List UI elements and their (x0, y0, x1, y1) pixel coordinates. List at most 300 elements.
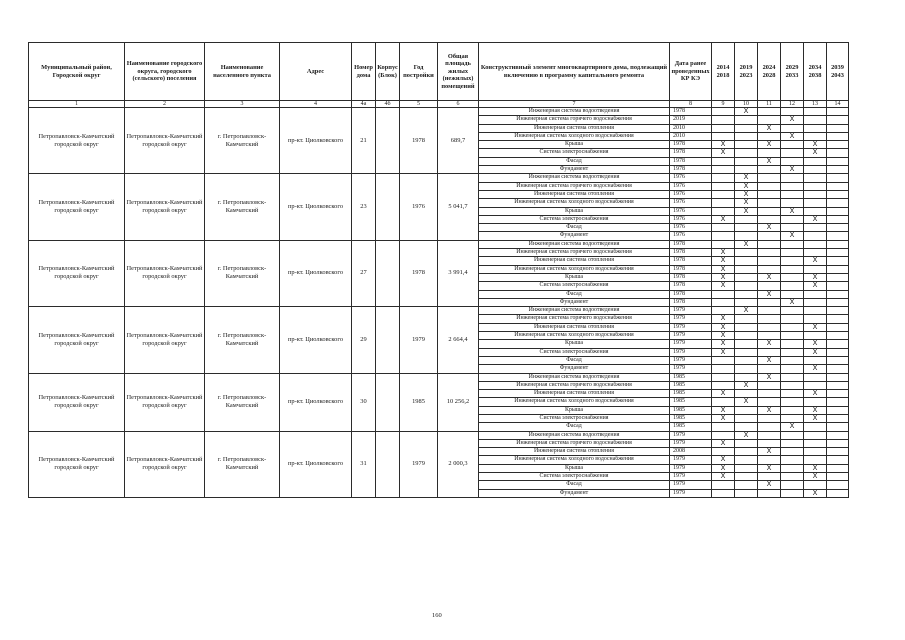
capital-repair-table (28, 42, 849, 498)
period-mark-cell (735, 132, 758, 140)
period-mark-cell: X (712, 439, 735, 447)
col-number: 7 (479, 101, 670, 108)
district-cell: Петропавловск-Камчатский городской округ (29, 240, 125, 306)
period-mark-cell (827, 166, 849, 174)
period-mark-cell (735, 141, 758, 149)
prev-repair-date-cell: 1979 (670, 431, 712, 439)
header-year: Год постройки (400, 43, 438, 101)
period-mark-cell (758, 265, 781, 273)
period-mark-cell (804, 124, 827, 132)
period-mark-cell (712, 124, 735, 132)
period-mark-cell (827, 257, 849, 265)
prev-repair-date-cell: 1978 (670, 257, 712, 265)
table-row (29, 240, 849, 248)
period-mark-cell (758, 390, 781, 398)
period-mark-cell (827, 108, 849, 116)
area-cell: 689,7 (438, 108, 479, 174)
district-cell: Петропавловск-Камчатский городской округ (29, 373, 125, 431)
period-mark-cell (758, 439, 781, 447)
period-mark-cell (758, 190, 781, 198)
period-mark-cell (804, 116, 827, 124)
col-number: 8 (670, 101, 712, 108)
period-mark-cell (827, 116, 849, 124)
period-mark-cell: X (804, 340, 827, 348)
prev-repair-date-cell: 1985 (670, 406, 712, 414)
period-mark-cell (758, 116, 781, 124)
period-mark-cell: X (712, 273, 735, 281)
year-cell: 1979 (400, 307, 438, 373)
period-mark-cell (781, 265, 804, 273)
period-mark-cell (804, 174, 827, 182)
block-cell (376, 174, 400, 240)
period-mark-cell (735, 365, 758, 373)
period-mark-cell: X (735, 398, 758, 406)
prev-repair-date-cell: 1979 (670, 464, 712, 472)
period-mark-cell (712, 207, 735, 215)
period-mark-cell (735, 232, 758, 240)
period-mark-cell (827, 232, 849, 240)
period-mark-cell: X (804, 464, 827, 472)
period-mark-cell (827, 489, 849, 497)
period-mark-cell (735, 356, 758, 364)
col-number: 10 (735, 101, 758, 108)
period-mark-cell (712, 398, 735, 406)
period-mark-cell: X (712, 332, 735, 340)
prev-repair-date-cell: 1978 (670, 290, 712, 298)
period-mark-cell (781, 332, 804, 340)
period-mark-cell (804, 157, 827, 165)
prev-repair-date-cell: 1976 (670, 215, 712, 223)
period-mark-cell (827, 356, 849, 364)
prev-repair-date-cell: 1979 (670, 481, 712, 489)
period-mark-cell (804, 431, 827, 439)
period-mark-cell (781, 124, 804, 132)
period-mark-cell (781, 365, 804, 373)
period-mark-cell (781, 149, 804, 157)
table-row (29, 431, 849, 439)
period-mark-cell (781, 249, 804, 257)
period-mark-cell (735, 481, 758, 489)
locality-cell: г. Петропавловск-Камчатский (205, 373, 280, 431)
period-mark-cell: X (712, 249, 735, 257)
prev-repair-date-cell: 2010 (670, 132, 712, 140)
period-mark-cell (804, 381, 827, 389)
col-number: 4 (280, 101, 352, 108)
page-number: 160 (432, 612, 442, 619)
period-mark-cell (735, 439, 758, 447)
prev-repair-date-cell: 1976 (670, 190, 712, 198)
prev-repair-date-cell: 1985 (670, 381, 712, 389)
period-mark-cell (758, 215, 781, 223)
col-number: 5 (400, 101, 438, 108)
element-name-cell: Фасад (479, 157, 670, 165)
col-number: 12 (781, 101, 804, 108)
period-mark-cell: X (712, 406, 735, 414)
col-number: 11 (758, 101, 781, 108)
period-mark-cell: X (758, 157, 781, 165)
period-mark-cell (827, 390, 849, 398)
period-mark-cell (781, 199, 804, 207)
element-name-cell: Крыша (479, 273, 670, 281)
period-mark-cell (781, 390, 804, 398)
element-name-cell: Система электроснабжения (479, 473, 670, 481)
settlement-cell: Петропавловск-Камчатский городской округ (125, 373, 205, 431)
table-body (29, 108, 849, 498)
prev-repair-date-cell: 1979 (670, 356, 712, 364)
period-mark-cell (827, 431, 849, 439)
prev-repair-date-cell: 1978 (670, 108, 712, 116)
period-mark-cell: X (712, 141, 735, 149)
period-mark-cell (758, 249, 781, 257)
period-mark-cell: X (712, 282, 735, 290)
element-name-cell: Фундамент (479, 298, 670, 306)
col-number: 4а (352, 101, 376, 108)
prev-repair-date-cell: 1979 (670, 323, 712, 331)
period-mark-cell (827, 439, 849, 447)
element-name-cell: Инженерная система водоотведения (479, 307, 670, 315)
address-cell: пр-кт. Циолковского (280, 174, 352, 240)
element-name-cell: Фундамент (479, 232, 670, 240)
period-mark-cell: X (804, 473, 827, 481)
period-mark-cell: X (735, 307, 758, 315)
period-mark-cell (781, 307, 804, 315)
element-name-cell: Фасад (479, 481, 670, 489)
period-mark-cell: X (712, 414, 735, 422)
period-mark-cell: X (804, 348, 827, 356)
period-mark-cell (827, 199, 849, 207)
locality-cell: г. Петропавловск-Камчатский (205, 431, 280, 497)
period-mark-cell (758, 108, 781, 116)
period-mark-cell: X (758, 124, 781, 132)
period-mark-cell: X (758, 273, 781, 281)
prev-repair-date-cell: 1978 (670, 240, 712, 248)
period-mark-cell (781, 257, 804, 265)
period-mark-cell: X (758, 464, 781, 472)
period-mark-cell (781, 273, 804, 281)
element-name-cell: Крыша (479, 406, 670, 414)
period-mark-cell (781, 464, 804, 472)
period-mark-cell (712, 174, 735, 182)
period-mark-cell (735, 116, 758, 124)
period-mark-cell (712, 423, 735, 431)
period-mark-cell (781, 406, 804, 414)
period-mark-cell: X (781, 166, 804, 174)
period-mark-cell (712, 132, 735, 140)
period-mark-cell (735, 249, 758, 257)
period-mark-cell (827, 273, 849, 281)
col-number: 4б (376, 101, 400, 108)
period-mark-cell: X (804, 390, 827, 398)
period-mark-cell (804, 190, 827, 198)
period-mark-cell (735, 273, 758, 281)
prev-repair-date-cell: 1978 (670, 149, 712, 157)
period-mark-cell: X (781, 423, 804, 431)
period-mark-cell (735, 390, 758, 398)
period-mark-cell (804, 356, 827, 364)
element-name-cell: Инженерная система холодного водоснабжения (479, 199, 670, 207)
block-cell (376, 307, 400, 373)
col-number: 6 (438, 101, 479, 108)
element-name-cell: Фундамент (479, 365, 670, 373)
period-mark-cell (712, 116, 735, 124)
element-name-cell: Фасад (479, 356, 670, 364)
col-number: 9 (712, 101, 735, 108)
period-mark-cell (827, 473, 849, 481)
period-mark-cell: X (735, 199, 758, 207)
period-mark-cell: X (712, 464, 735, 472)
period-mark-cell (712, 381, 735, 389)
period-mark-cell (827, 323, 849, 331)
element-name-cell: Крыша (479, 141, 670, 149)
element-name-cell: Инженерная система отопления (479, 190, 670, 198)
period-mark-cell (827, 174, 849, 182)
period-mark-cell (827, 307, 849, 315)
period-mark-cell (712, 356, 735, 364)
period-mark-cell (781, 215, 804, 223)
period-mark-cell: X (712, 315, 735, 323)
period-mark-cell: X (735, 381, 758, 389)
prev-repair-date-cell: 1979 (670, 489, 712, 497)
settlement-cell: Петропавловск-Камчатский городской округ (125, 307, 205, 373)
period-mark-cell: X (758, 373, 781, 381)
prev-repair-date-cell: 1979 (670, 315, 712, 323)
period-mark-cell (758, 132, 781, 140)
period-mark-cell (735, 298, 758, 306)
prev-repair-date-cell: 1985 (670, 414, 712, 422)
period-mark-cell: X (804, 282, 827, 290)
period-mark-cell: X (712, 323, 735, 331)
period-mark-cell (781, 182, 804, 190)
period-mark-cell (758, 307, 781, 315)
period-mark-cell (758, 473, 781, 481)
year-cell: 1978 (400, 240, 438, 306)
year-cell: 1985 (400, 373, 438, 431)
block-cell (376, 108, 400, 174)
element-name-cell: Инженерная система холодного водоснабжения (479, 332, 670, 340)
header-house-number: Номер дома (352, 43, 376, 101)
period-mark-cell (804, 398, 827, 406)
settlement-cell: Петропавловск-Камчатский городской округ (125, 174, 205, 240)
locality-cell: г. Петропавловск-Камчатский (205, 240, 280, 306)
element-name-cell: Система электроснабжения (479, 414, 670, 422)
header-row (29, 43, 849, 101)
period-mark-cell (804, 332, 827, 340)
period-mark-cell (712, 199, 735, 207)
element-name-cell: Фасад (479, 423, 670, 431)
header-district: Муниципальный район, Городской округ (29, 43, 125, 101)
period-mark-cell (758, 149, 781, 157)
prev-repair-date-cell: 1979 (670, 332, 712, 340)
period-mark-cell (735, 290, 758, 298)
period-mark-cell (827, 224, 849, 232)
year-cell: 1979 (400, 431, 438, 497)
period-mark-cell (735, 257, 758, 265)
period-mark-cell (712, 182, 735, 190)
period-mark-cell (827, 381, 849, 389)
period-mark-cell: X (735, 182, 758, 190)
house-number-cell: 23 (352, 174, 376, 240)
period-mark-cell (735, 157, 758, 165)
prev-repair-date-cell: 1979 (670, 307, 712, 315)
period-mark-cell (735, 406, 758, 414)
period-mark-cell (735, 489, 758, 497)
period-mark-cell (712, 307, 735, 315)
period-mark-cell: X (781, 207, 804, 215)
period-mark-cell (758, 489, 781, 497)
period-mark-cell (712, 365, 735, 373)
element-name-cell: Инженерная система холодного водоснабжения (479, 265, 670, 273)
element-name-cell: Инженерная система холодного водоснабжения (479, 132, 670, 140)
period-mark-cell (712, 190, 735, 198)
period-mark-cell (712, 290, 735, 298)
block-cell (376, 240, 400, 306)
element-name-cell: Фундамент (479, 489, 670, 497)
prev-repair-date-cell: 1976 (670, 224, 712, 232)
period-mark-cell (735, 224, 758, 232)
prev-repair-date-cell: 1978 (670, 265, 712, 273)
element-name-cell: Инженерная система холодного водоснабжения (479, 456, 670, 464)
header-element: Конструктивный элемент многоквартирного дома, подлежащий включению в программу капитального ремонта (479, 43, 670, 101)
period-mark-cell (781, 174, 804, 182)
header-period-6: 2039 2043 (827, 43, 849, 101)
element-name-cell: Инженерная система отопления (479, 124, 670, 132)
house-number-cell: 27 (352, 240, 376, 306)
period-mark-cell: X (804, 406, 827, 414)
period-mark-cell (781, 224, 804, 232)
period-mark-cell (781, 398, 804, 406)
header-area: Общая площадь жилых (нежилых) помещений (438, 43, 479, 101)
period-mark-cell (804, 240, 827, 248)
prev-repair-date-cell: 2019 (670, 116, 712, 124)
period-mark-cell (735, 473, 758, 481)
element-name-cell: Инженерная система горячего водоснабжения (479, 182, 670, 190)
element-name-cell: Инженерная система горячего водоснабжения (479, 116, 670, 124)
element-name-cell: Фасад (479, 224, 670, 232)
period-mark-cell: X (712, 456, 735, 464)
prev-repair-date-cell: 1985 (670, 390, 712, 398)
period-mark-cell (827, 365, 849, 373)
period-mark-cell (827, 149, 849, 157)
element-name-cell: Фасад (479, 290, 670, 298)
element-name-cell: Инженерная система водоотведения (479, 240, 670, 248)
period-mark-cell (735, 323, 758, 331)
period-mark-cell (827, 373, 849, 381)
period-mark-cell: X (712, 340, 735, 348)
period-mark-cell (735, 340, 758, 348)
period-mark-cell (804, 439, 827, 447)
prev-repair-date-cell: 1985 (670, 423, 712, 431)
period-mark-cell (827, 124, 849, 132)
period-mark-cell (827, 423, 849, 431)
prev-repair-date-cell: 1979 (670, 439, 712, 447)
period-mark-cell: X (758, 290, 781, 298)
period-mark-cell (712, 166, 735, 174)
period-mark-cell (758, 166, 781, 174)
prev-repair-date-cell: 2010 (670, 124, 712, 132)
element-name-cell: Инженерная система отопления (479, 448, 670, 456)
period-mark-cell (781, 290, 804, 298)
period-mark-cell (804, 224, 827, 232)
period-mark-cell (781, 282, 804, 290)
period-mark-cell (781, 240, 804, 248)
period-mark-cell: X (735, 174, 758, 182)
address-cell: пр-кт. Циолковского (280, 108, 352, 174)
period-mark-cell (804, 207, 827, 215)
period-mark-cell: X (804, 414, 827, 422)
area-cell: 10 256,2 (438, 373, 479, 431)
period-mark-cell (781, 448, 804, 456)
period-mark-cell (758, 381, 781, 389)
element-name-cell: Система электроснабжения (479, 348, 670, 356)
element-name-cell: Крыша (479, 207, 670, 215)
period-mark-cell (781, 356, 804, 364)
year-cell: 1976 (400, 174, 438, 240)
period-mark-cell (758, 182, 781, 190)
header-period-4: 2029 2033 (781, 43, 804, 101)
period-mark-cell: X (735, 108, 758, 116)
element-name-cell: Инженерная система водоотведения (479, 108, 670, 116)
period-mark-cell: X (781, 116, 804, 124)
prev-repair-date-cell: 1979 (670, 456, 712, 464)
period-mark-cell: X (712, 215, 735, 223)
prev-repair-date-cell: 1985 (670, 373, 712, 381)
table-row (29, 108, 849, 116)
period-mark-cell (781, 456, 804, 464)
prev-repair-date-cell: 1979 (670, 340, 712, 348)
period-mark-cell (804, 481, 827, 489)
period-mark-cell (781, 323, 804, 331)
prev-repair-date-cell: 1978 (670, 282, 712, 290)
period-mark-cell (804, 456, 827, 464)
period-mark-cell (758, 257, 781, 265)
period-mark-cell: X (758, 340, 781, 348)
period-mark-cell (804, 249, 827, 257)
element-name-cell: Инженерная система горячего водоснабжения (479, 381, 670, 389)
period-mark-cell: X (781, 132, 804, 140)
period-mark-cell (735, 373, 758, 381)
period-mark-cell (781, 348, 804, 356)
period-mark-cell (758, 282, 781, 290)
element-name-cell: Инженерная система отопления (479, 390, 670, 398)
period-mark-cell (712, 481, 735, 489)
area-cell: 5 041,7 (438, 174, 479, 240)
period-mark-cell (827, 207, 849, 215)
period-mark-cell (804, 166, 827, 174)
period-mark-cell: X (712, 348, 735, 356)
period-mark-cell (827, 348, 849, 356)
period-mark-cell (781, 381, 804, 389)
prev-repair-date-cell: 1979 (670, 348, 712, 356)
period-mark-cell (827, 448, 849, 456)
period-mark-cell: X (712, 257, 735, 265)
table-row (29, 307, 849, 315)
period-mark-cell (827, 265, 849, 273)
period-mark-cell (804, 298, 827, 306)
period-mark-cell: X (735, 207, 758, 215)
period-mark-cell (758, 323, 781, 331)
prev-repair-date-cell: 1976 (670, 182, 712, 190)
period-mark-cell (804, 290, 827, 298)
period-mark-cell (735, 166, 758, 174)
house-number-cell: 21 (352, 108, 376, 174)
area-cell: 2 664,4 (438, 307, 479, 373)
period-mark-cell (735, 464, 758, 472)
period-mark-cell: X (804, 149, 827, 157)
period-mark-cell (758, 298, 781, 306)
period-mark-cell: X (781, 298, 804, 306)
table-row (29, 174, 849, 182)
element-name-cell: Фундамент (479, 166, 670, 174)
